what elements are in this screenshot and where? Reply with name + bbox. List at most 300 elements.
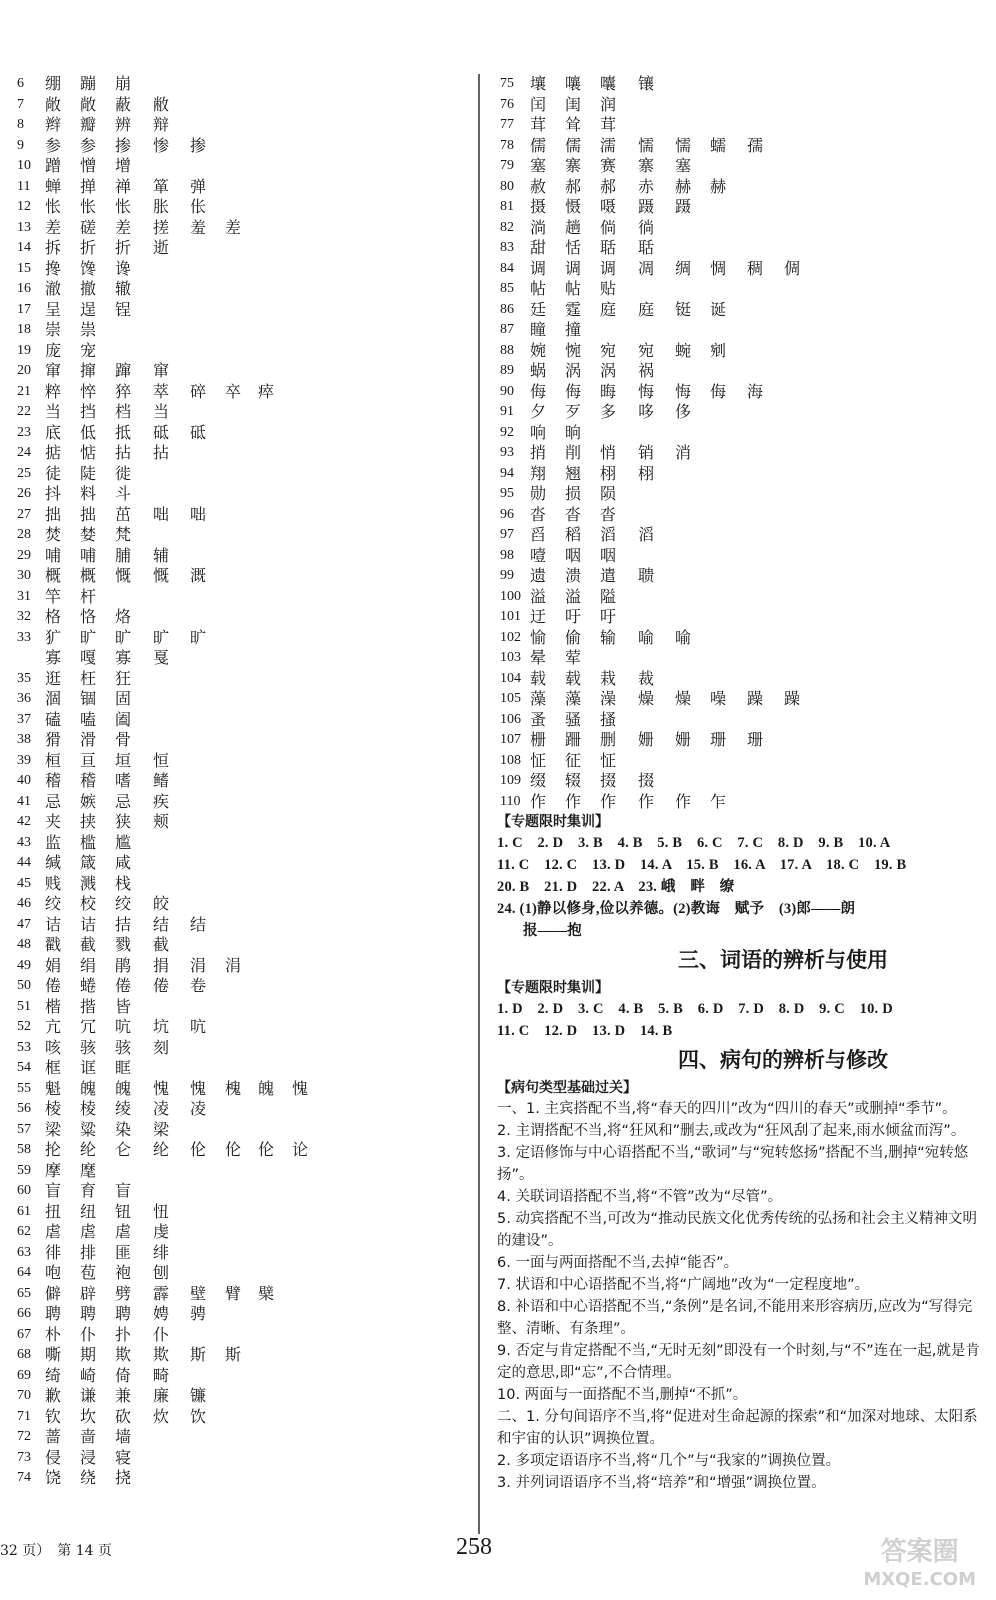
row-number: 32	[17, 609, 31, 624]
char-cell: 作	[675, 791, 692, 811]
char-cell: 绷	[45, 74, 62, 93]
row-number: 31	[17, 588, 31, 604]
left-row	[0, 484, 470, 505]
char-cell: 调	[565, 258, 582, 278]
row-number: 11	[17, 178, 31, 194]
char-cell: 载	[530, 668, 547, 688]
char-cell: 畸	[153, 1365, 170, 1385]
row-number: 99	[500, 568, 514, 583]
char-cell: 尴	[115, 832, 132, 852]
char-cell: 骨	[115, 730, 132, 749]
row-number: 13	[17, 219, 31, 235]
row-number: 21	[17, 383, 31, 399]
char-cell: 调	[600, 258, 617, 278]
left-row	[0, 341, 470, 362]
row-number: 17	[17, 301, 31, 317]
char-cell: 歉	[45, 1386, 62, 1405]
char-cell: 固	[115, 689, 132, 708]
row-number: 77	[500, 117, 514, 132]
row-number: 89	[500, 363, 514, 378]
char-cell: 仆	[80, 1324, 97, 1344]
char-cell: 崩	[115, 74, 132, 93]
row-number: 71	[17, 1408, 31, 1424]
char-cell: 霆	[565, 299, 582, 319]
char-cell: 茁	[115, 504, 132, 524]
row-number: 9	[17, 137, 24, 153]
left-row	[0, 587, 470, 608]
char-cell: 沓	[600, 504, 617, 524]
char-cell: 寨	[565, 156, 582, 175]
left-row	[0, 1017, 470, 1038]
char-cell: 伥	[190, 197, 207, 216]
row-number: 53	[17, 1039, 31, 1055]
left-row	[0, 1140, 470, 1161]
left-row	[0, 710, 470, 731]
row-number: 64	[17, 1265, 31, 1280]
left-row	[0, 177, 470, 198]
right-row	[485, 402, 996, 423]
char-cell: 绢	[80, 955, 97, 975]
char-cell: 盲	[115, 1181, 132, 1200]
char-cell: 悴	[80, 381, 97, 401]
right-row	[485, 607, 996, 628]
char-cell: 嗜	[115, 771, 132, 790]
char-cell: 颊	[153, 812, 170, 831]
char-cell: 蹿	[115, 361, 132, 380]
char-cell: 袍	[115, 1263, 132, 1282]
char-cell: 坑	[153, 1017, 170, 1036]
left-row	[0, 74, 470, 95]
right-row	[485, 484, 996, 505]
row-number: 101	[500, 609, 521, 624]
row-number: 42	[17, 814, 31, 829]
char-cell: 栩	[600, 463, 617, 483]
char-cell: 期	[80, 1345, 97, 1364]
char-cell: 梵	[115, 525, 132, 544]
char-cell: 婪	[80, 525, 97, 544]
char-cell: 鹃	[115, 955, 132, 975]
char-cell: 砍	[115, 1406, 132, 1426]
char-cell: 荤	[565, 648, 582, 667]
char-cell: 姗	[638, 730, 655, 749]
char-cell: 扑	[115, 1324, 132, 1344]
column-divider	[478, 74, 480, 1534]
char-cell: 窜	[153, 361, 170, 380]
char-cell: 魁	[45, 1078, 62, 1098]
right-row	[485, 115, 996, 136]
row-number: 84	[500, 260, 514, 276]
char-cell: 茸	[530, 115, 547, 134]
char-cell: 遣	[600, 566, 617, 585]
char-cell: 宛	[600, 340, 617, 360]
char-cell: 差	[225, 217, 242, 237]
char-cell: 郝	[565, 176, 582, 196]
char-cell: 摄	[530, 197, 547, 216]
char-cell: 凌	[153, 1099, 170, 1118]
char-cell: 翔	[530, 463, 547, 483]
char-cell: 耸	[565, 115, 582, 134]
row-number: 94	[500, 465, 514, 481]
char-cell: 辙	[115, 279, 132, 298]
char-cell: 辅	[153, 545, 170, 565]
left-row	[0, 1099, 470, 1120]
left-row	[0, 218, 470, 239]
char-cell: 槐	[225, 1078, 242, 1098]
row-number: 44	[17, 855, 31, 870]
char-cell: 皎	[153, 894, 170, 913]
char-cell: 概	[45, 566, 62, 585]
char-cell: 悄	[600, 443, 617, 462]
left-row	[0, 1325, 470, 1346]
char-cell: 蜿	[675, 340, 692, 360]
left-row	[0, 1058, 470, 1079]
char-cell: 搓	[153, 217, 170, 237]
char-cell: 删	[600, 730, 617, 749]
char-cell: 骇	[115, 1037, 132, 1057]
char-cell: 闺	[565, 94, 582, 114]
char-cell: 抡	[45, 1140, 62, 1159]
char-cell: 海	[747, 381, 764, 401]
char-cell: 拙	[45, 504, 62, 524]
char-cell: 竿	[45, 586, 62, 606]
left-row	[0, 1366, 470, 1387]
char-cell: 掺	[115, 135, 132, 155]
row-number: 19	[17, 342, 31, 358]
char-cell: 婉	[530, 340, 547, 360]
char-cell: 粹	[45, 381, 62, 401]
char-cell: 排	[80, 1242, 97, 1262]
char-cell: 绞	[45, 894, 62, 913]
left-row	[0, 935, 470, 956]
char-cell: 凋	[638, 258, 655, 278]
char-cell: 掇	[600, 771, 617, 790]
char-cell: 调	[530, 258, 547, 278]
row-number: 78	[500, 137, 514, 153]
char-cell: 帖	[530, 279, 547, 298]
char-cell: 坎	[80, 1406, 97, 1426]
left-row	[0, 1202, 470, 1223]
char-cell: 镶	[638, 74, 655, 93]
char-cell: 抖	[45, 484, 62, 503]
right-row	[485, 710, 996, 731]
left-row	[0, 566, 470, 587]
char-cell: 倦	[115, 976, 132, 995]
char-cell: 载	[565, 668, 582, 688]
char-cell: 栽	[600, 668, 617, 688]
char-cell: 消	[675, 443, 692, 462]
char-cell: 涓	[225, 955, 242, 975]
row-number: 15	[17, 260, 31, 276]
char-cell: 聘	[80, 1304, 97, 1323]
right-row	[485, 238, 996, 259]
left-row	[0, 402, 470, 423]
row-number: 91	[500, 404, 514, 419]
right-row	[485, 792, 996, 813]
char-cell: 辫	[45, 115, 62, 134]
char-cell: 遗	[530, 566, 547, 585]
char-cell: 拈	[153, 443, 170, 462]
char-cell: 猾	[45, 730, 62, 749]
char-cell: 差	[45, 217, 62, 237]
char-cell: 抵	[115, 422, 132, 442]
char-cell: 砥	[190, 422, 207, 442]
row-number: 26	[17, 486, 31, 501]
char-cell: 娉	[153, 1304, 170, 1323]
row-number: 16	[17, 281, 31, 296]
char-cell: 倦	[153, 976, 170, 995]
right-row	[485, 361, 996, 382]
char-cell: 祸	[638, 361, 655, 380]
char-cell: 翘	[565, 463, 582, 483]
char-cell: 栅	[530, 730, 547, 749]
char-cell: 墙	[115, 1427, 132, 1446]
right-row	[485, 423, 996, 444]
left-row	[0, 1222, 470, 1243]
row-number: 109	[500, 773, 521, 788]
char-cell: 焚	[45, 525, 62, 544]
char-cell: 稽	[80, 771, 97, 790]
char-cell: 壁	[190, 1283, 207, 1303]
char-cell: 虐	[45, 1222, 62, 1241]
char-cell: 响	[530, 422, 547, 442]
char-cell: 寨	[638, 156, 655, 175]
char-cell: 斗	[115, 484, 132, 503]
row-number: 72	[17, 1429, 31, 1444]
row-number: 54	[17, 1060, 31, 1075]
char-cell: 壤	[530, 74, 547, 93]
char-cell: 徘	[45, 1242, 62, 1262]
right-row	[485, 751, 996, 772]
char-cell: 匪	[115, 1242, 132, 1262]
char-cell: 料	[80, 484, 97, 503]
char-cell: 框	[45, 1058, 62, 1077]
char-cell: 削	[565, 443, 582, 462]
char-cell: 倦	[45, 976, 62, 995]
char-cell: 悔	[675, 381, 692, 401]
char-cell: 濡	[600, 135, 617, 155]
left-row	[0, 279, 470, 300]
char-cell: 愧	[292, 1078, 309, 1098]
char-cell: 作	[600, 791, 617, 811]
char-cell: 搀	[45, 258, 62, 278]
right-row	[485, 382, 996, 403]
char-cell: 染	[115, 1119, 132, 1139]
left-row	[0, 956, 470, 977]
char-cell: 娟	[45, 955, 62, 975]
row-number: 46	[17, 896, 31, 911]
page-number: 258	[456, 1534, 492, 1560]
row-number: 41	[17, 793, 31, 809]
char-cell: 咳	[45, 1037, 62, 1057]
char-cell: 缀	[530, 771, 547, 790]
char-cell: 溅	[80, 873, 97, 893]
char-cell: 寝	[115, 1447, 132, 1467]
char-cell: 淌	[530, 217, 547, 237]
char-cell: 瘁	[258, 381, 275, 401]
char-cell: 诘	[80, 914, 97, 934]
char-cell: 损	[565, 484, 582, 503]
left-row	[0, 136, 470, 157]
row-number: 88	[500, 342, 514, 358]
char-cell: 拈	[115, 443, 132, 462]
char-cell: 晕	[530, 648, 547, 667]
sentence-item: 7. 状语和中心语搭配不当,将“广阔地”改为“一定程度地”。	[497, 1277, 870, 1293]
char-cell: 慨	[115, 566, 132, 585]
char-cell: 咽	[565, 545, 582, 565]
char-cell: 绫	[115, 1099, 132, 1118]
char-cell: 箪	[153, 176, 170, 196]
char-cell: 绯	[153, 1242, 170, 1262]
char-cell: 锢	[80, 689, 97, 708]
left-row	[0, 1304, 470, 1325]
char-cell: 骇	[80, 1037, 97, 1057]
row-number: 25	[17, 465, 31, 481]
char-cell: 辟	[80, 1283, 97, 1303]
char-cell: 喻	[675, 627, 692, 647]
char-cell: 槛	[80, 832, 97, 852]
char-cell: 论	[292, 1140, 309, 1159]
left-row	[0, 894, 470, 915]
char-cell: 隘	[600, 586, 617, 606]
char-cell: 噎	[530, 545, 547, 565]
right-row	[485, 730, 996, 751]
row-number: 10	[17, 158, 31, 173]
char-cell: 砥	[153, 422, 170, 442]
char-cell: 钮	[115, 1201, 132, 1221]
left-row	[0, 464, 470, 485]
row-number: 73	[17, 1449, 31, 1465]
left-row	[0, 628, 470, 649]
char-cell: 陡	[80, 463, 97, 483]
char-cell: 夹	[45, 812, 62, 831]
char-cell: 迂	[530, 607, 547, 626]
row-number: 102	[500, 629, 521, 645]
right-row	[485, 259, 996, 280]
row-number: 104	[500, 670, 521, 686]
char-cell: 滑	[80, 730, 97, 749]
char-cell: 斯	[225, 1345, 242, 1364]
row-number: 20	[17, 363, 31, 378]
char-cell: 廉	[153, 1386, 170, 1405]
char-cell: 狂	[115, 668, 132, 688]
char-cell: 敞	[45, 94, 62, 114]
char-cell: 绕	[80, 1468, 97, 1487]
row-number: 70	[17, 1388, 31, 1403]
row-number: 100	[500, 588, 521, 604]
char-cell: 噪	[710, 689, 727, 708]
char-cell: 涸	[45, 689, 62, 708]
char-cell: 稠	[747, 258, 764, 278]
char-cell: 藻	[565, 689, 582, 708]
char-cell: 校	[80, 894, 97, 913]
char-cell: 结	[153, 914, 170, 934]
char-cell: 蹦	[80, 74, 97, 93]
char-cell: 监	[45, 832, 62, 852]
char-cell: 炊	[153, 1406, 170, 1426]
char-cell: 戛	[153, 648, 170, 667]
char-cell: 亢	[45, 1017, 62, 1036]
char-cell: 蹑	[638, 197, 655, 216]
sentence-item: 二、1. 分句间语序不当,将“促进对生命起源的探索”和“加深对地球、太阳系和宇宙的认识”调换位置。	[497, 1409, 978, 1447]
char-cell: 当	[153, 402, 170, 421]
char-cell: 侵	[45, 1447, 62, 1467]
right-row	[485, 74, 996, 95]
answer-line: 11. C 12. C 13. D 14. A 15. B 16. A 17. A 18. C 19. B	[497, 857, 907, 873]
char-cell: 斯	[190, 1345, 207, 1364]
right-row	[485, 341, 996, 362]
char-cell: 惆	[710, 258, 727, 278]
char-cell: 溃	[565, 566, 582, 585]
left-row	[0, 1161, 470, 1182]
char-cell: 晌	[565, 422, 582, 442]
char-cell: 揩	[80, 996, 97, 1016]
char-cell: 挟	[80, 812, 97, 831]
char-cell: 陨	[600, 484, 617, 503]
left-row	[0, 792, 470, 813]
left-row	[0, 1263, 470, 1284]
char-cell: 差	[115, 217, 132, 237]
char-cell: 赛	[600, 156, 617, 175]
char-cell: 绮	[45, 1365, 62, 1385]
row-number: 28	[17, 527, 31, 542]
char-cell: 梁	[153, 1119, 170, 1139]
char-cell: 仑	[115, 1140, 132, 1159]
char-cell: 侮	[710, 381, 727, 401]
char-cell: 霹	[153, 1283, 170, 1303]
char-cell: 珊	[710, 730, 727, 749]
char-cell: 聘	[115, 1304, 132, 1323]
char-cell: 盲	[45, 1181, 62, 1200]
answer-line: 11. C 12. D 13. D 14. B	[497, 1023, 673, 1039]
left-row	[0, 238, 470, 259]
char-cell: 宛	[638, 340, 655, 360]
char-cell: 徙	[115, 463, 132, 483]
char-cell: 阖	[115, 709, 132, 729]
answer-line: 20. B 21. D 22. A 23. 峨 畔 缭	[497, 879, 735, 895]
char-cell: 撤	[80, 279, 97, 298]
char-cell: 挠	[115, 1468, 132, 1487]
char-cell: 禅	[115, 176, 132, 196]
char-cell: 概	[80, 566, 97, 585]
char-cell: 烙	[115, 607, 132, 626]
sentence-item: 10. 两面与一面搭配不当,删掉“不抓”。	[497, 1387, 748, 1403]
heading-3: 三、词语的辨析与使用	[678, 948, 888, 972]
char-cell: 栈	[115, 873, 132, 893]
char-cell: 呈	[45, 299, 62, 319]
char-cell: 吭	[115, 1017, 132, 1036]
char-cell: 跚	[565, 730, 582, 749]
char-cell: 作	[638, 791, 655, 811]
char-cell: 忌	[45, 791, 62, 811]
char-cell: 怅	[115, 197, 132, 216]
row-number: 48	[17, 937, 31, 952]
char-cell: 辨	[115, 115, 132, 134]
char-cell: 寡	[115, 648, 132, 667]
char-cell: 忌	[115, 791, 132, 811]
char-cell: 旷	[153, 627, 170, 647]
right-row	[485, 300, 996, 321]
char-cell: 蹭	[45, 156, 62, 175]
char-cell: 澡	[600, 689, 617, 708]
char-cell: 孺	[747, 135, 764, 155]
char-cell: 赤	[638, 176, 655, 196]
char-cell: 懦	[675, 135, 692, 155]
char-cell: 碎	[190, 381, 207, 401]
left-row	[0, 505, 470, 526]
right-row	[485, 505, 996, 526]
char-cell: 旷	[190, 627, 207, 647]
left-row	[0, 689, 470, 710]
